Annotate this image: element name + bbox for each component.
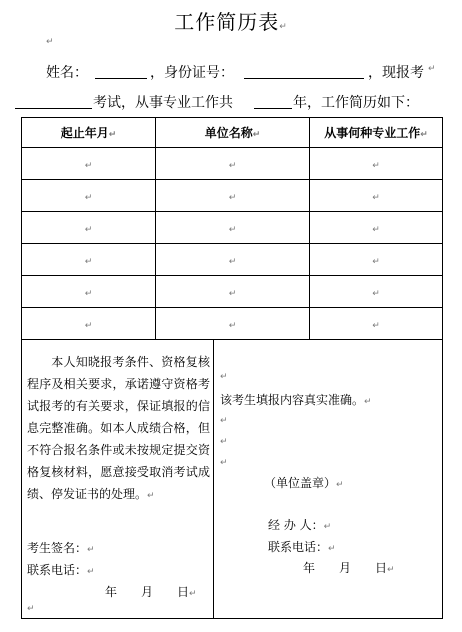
table-cell[interactable]: ↵ <box>156 148 310 180</box>
table-row <box>22 276 443 308</box>
table-cell[interactable]: ↵ <box>22 308 156 340</box>
table-cell[interactable]: ↵ <box>310 276 443 308</box>
column-header-specialty: 从事何种专业工作↵ <box>310 118 443 148</box>
table-cell[interactable]: ↵ <box>310 148 443 180</box>
table-cell[interactable]: ↵ <box>22 276 156 308</box>
table-cell[interactable]: ↵ <box>310 308 443 340</box>
unit-seal-label: （单位盖章）↵ <box>264 476 344 490</box>
resume-intro-label: 年，工作简历如下： <box>293 95 419 111</box>
table-cell[interactable]: ↵ <box>310 244 443 276</box>
table-cell[interactable]: ↵ <box>156 276 310 308</box>
table-row <box>22 212 443 244</box>
candidate-phone-label: 联系电话：↵ <box>27 563 95 577</box>
paragraph-mark: ↵ <box>27 604 35 614</box>
declaration-section <box>21 340 443 619</box>
table-cell[interactable]: ↵ <box>156 308 310 340</box>
name-field[interactable] <box>95 78 147 79</box>
exam-years-label: 考试，从事专业工作共 <box>93 95 233 111</box>
handler-label: 经 办 人：↵ <box>268 518 332 532</box>
paragraph-mark: ↵ <box>428 64 436 74</box>
table-row <box>22 148 443 180</box>
table-row <box>22 180 443 212</box>
id-number-field[interactable] <box>244 78 364 79</box>
section-divider <box>213 340 214 618</box>
table-cell[interactable]: ↵ <box>22 148 156 180</box>
apply-exam-label: ，现报考 <box>368 65 424 81</box>
column-header-period: 起止年月↵ <box>22 118 156 148</box>
unit-phone-label: 联系电话：↵ <box>268 540 336 554</box>
table-cell[interactable]: ↵ <box>156 244 310 276</box>
unit-date: 年 月 日↵ <box>303 561 395 575</box>
exam-name-field[interactable] <box>15 108 92 109</box>
resume-table <box>21 117 443 340</box>
table-cell[interactable]: ↵ <box>310 212 443 244</box>
name-label: 姓名： <box>46 65 88 81</box>
table-cell[interactable]: ↵ <box>22 212 156 244</box>
paragraph-mark: ↵ <box>220 416 228 426</box>
candidate-date: 年 月 日↵ <box>105 585 197 599</box>
table-header-row <box>22 118 443 148</box>
table-cell[interactable]: ↵ <box>156 212 310 244</box>
paragraph-mark: ↵ <box>279 22 288 32</box>
paragraph-mark: ↵ <box>220 372 228 382</box>
table-row <box>22 244 443 276</box>
pledge-text: 本人知晓报考条件、资格复核程序及相关要求，承诺遵守资格考试报考的有关要求，保证填报的信息完整准确。如本人成绩合格，但不符合报名条件或未按规定提交资格复核材料，愿意接受取消考试成绩、停发证书的处理。 <box>27 355 210 501</box>
years-field[interactable] <box>254 108 292 109</box>
table-cell[interactable]: ↵ <box>22 180 156 212</box>
candidate-pledge: 本人知晓报考条件、资格复核程序及相关要求，承诺遵守资格考试报考的有关要求，保证填报的信息完整准确。如本人成绩合格，但不符合报名条件或未按规定提交资格复核材料，愿意接受取消考试成绩、停发证书的处理。↵ <box>27 355 210 501</box>
column-header-employer: 单位名称↵ <box>156 118 310 148</box>
candidate-signature-label: 考生签名：↵ <box>27 541 95 555</box>
paragraph-mark: ↵ <box>220 437 228 447</box>
paragraph-mark: ↵ <box>220 458 228 468</box>
paragraph-mark: ↵ <box>46 37 54 47</box>
table-cell[interactable]: ↵ <box>156 180 310 212</box>
table-cell[interactable]: ↵ <box>22 244 156 276</box>
verification-text: 该考生填报内容真实准确。↵ <box>220 393 372 407</box>
form-title <box>0 6 462 35</box>
table-cell[interactable]: ↵ <box>310 180 443 212</box>
id-number-label: ，身份证号： <box>150 65 234 81</box>
form-title-text: 工作简历表 <box>174 10 280 34</box>
table-row <box>22 308 443 340</box>
